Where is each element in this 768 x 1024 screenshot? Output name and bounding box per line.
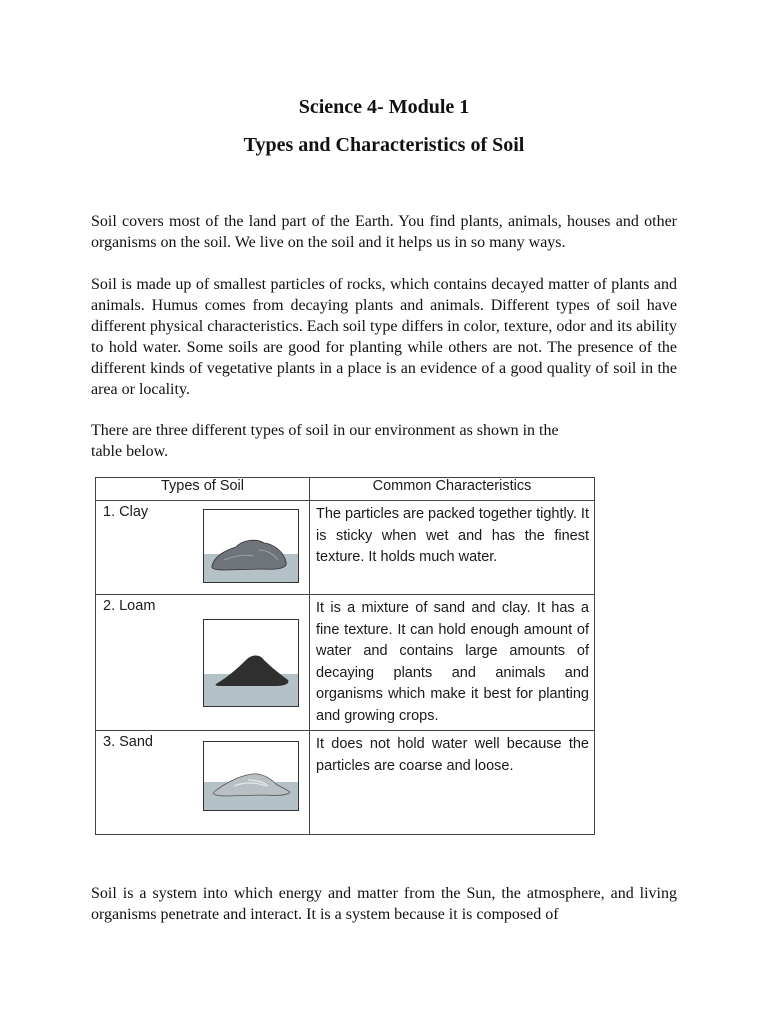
soil-description-clay: The particles are packed together tightly. It is sticky when wet and has the finest texture. It holds much water. [310,501,595,595]
table-intro-paragraph: There are three different types of soil in our environment as shown in the table below. [91,422,559,460]
soil-description-loam: It is a mixture of sand and clay. It has a fine texture. It can hold enough amount of water and contains large amounts of decaying plants and animals and organisms which make it best for planting and growing crops. [310,595,595,731]
soil-name-loam: 2. Loam [103,598,156,614]
loam-mound-image [204,620,298,706]
table-row-clay [96,501,595,595]
soil-name-clay: 1. Clay [103,504,149,520]
soil-type-cell [96,731,310,835]
composition-paragraph: Soil is made up of smallest particles of rocks, which contains decayed matter of plants and animals. Humus comes from decaying plants and animals. Different types of soil have different physical characteristics. Each soil type differs in color, texture, odor and its ability to hold water. Some soils are good for planting while others are not. The presence of the different kinds of vegetative plants in a place is an evidence of a good quality of soil in the area or locality. [91,276,677,398]
table-header-row [96,478,595,501]
page-subtitle: Types and Characteristics of Soil [243,134,525,156]
page-title: Science 4- Module 1 [298,96,470,118]
loam-mound [215,656,288,687]
soil-type-cell [96,595,310,731]
column-header-types: Types of Soil [96,478,310,501]
loam-soil-illustration [203,619,299,707]
soil-type-cell [96,501,310,595]
sand-mound-image [204,742,298,810]
table-row-sand [96,731,595,835]
table-row-loam [96,595,595,731]
clay-soil-illustration [203,509,299,583]
sand-soil-illustration [203,741,299,811]
column-header-characteristics: Common Characteristics [310,478,595,501]
clay-mound-image [204,510,298,582]
soil-types-table [95,477,595,835]
soil-name-sand: 3. Sand [103,734,153,750]
intro-paragraph: Soil covers most of the land part of the Earth. You find plants, animals, houses and other organisms on the soil. We live on the soil and it helps us in so many ways. [91,213,677,251]
system-paragraph: Soil is a system into which energy and matter from the Sun, the atmosphere, and living organisms penetrate and interact. It is a system because it is composed of [91,885,677,923]
soil-description-sand: It does not hold water well because the particles are coarse and loose. [310,731,595,835]
